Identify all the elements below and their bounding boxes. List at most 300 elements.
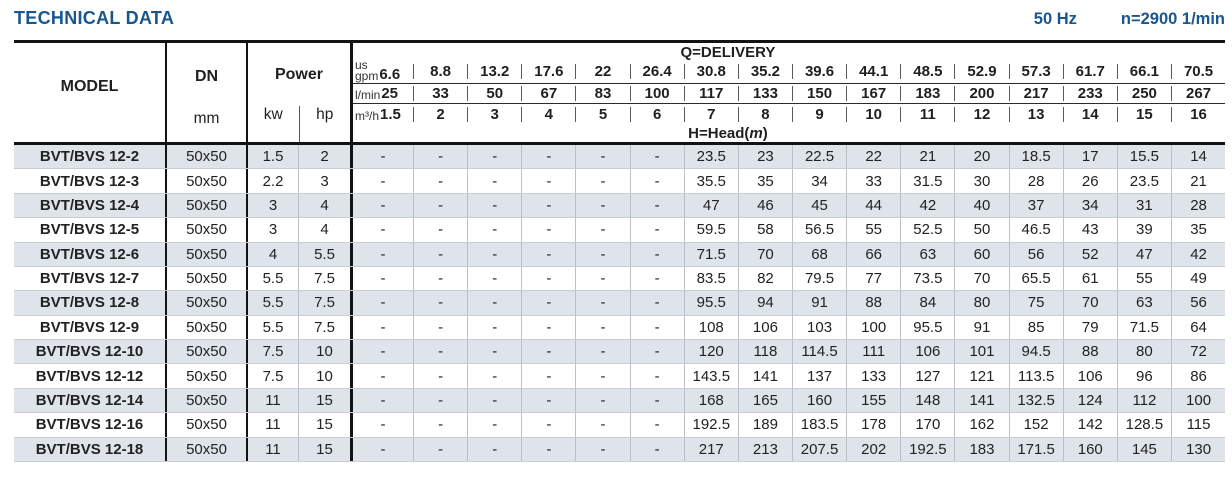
head-value-cell: 189 <box>738 413 792 436</box>
head-value-cell: - <box>413 169 467 192</box>
head-value-cell: 39 <box>1117 218 1171 241</box>
head-value-cell: 77 <box>846 267 900 290</box>
header-specs <box>1034 10 1225 29</box>
delivery-unit-value-cell: 14 <box>1063 107 1117 122</box>
power-hp-cell: 5.5 <box>298 243 353 266</box>
head-value-cell: 71.5 <box>684 243 738 266</box>
head-value-cell: 59.5 <box>684 218 738 241</box>
delivery-unit-value-cell: 183 <box>900 86 954 101</box>
head-value-cell: - <box>630 438 684 461</box>
head-value-cell: 56 <box>1171 291 1225 314</box>
frequency-label: 50 Hz <box>1033 10 1077 28</box>
delivery-unit-value-cell: 233 <box>1063 86 1117 101</box>
head-value-cell: 23.5 <box>1117 169 1171 192</box>
head-value-cell: - <box>575 438 629 461</box>
delivery-unit-value-cell: 12 <box>954 107 1008 122</box>
head-value-cell: - <box>380 391 386 409</box>
delivery-unit-row-gpm <box>353 59 1225 84</box>
head-value-cell: 22 <box>846 145 900 168</box>
technical-data-table <box>14 40 1225 462</box>
delivery-unit-value-cell: 8.8 <box>413 64 467 79</box>
table-row <box>14 316 1225 340</box>
head-value-cell: - <box>380 270 386 288</box>
head-value-cell: 23 <box>738 145 792 168</box>
table-row <box>14 218 1225 242</box>
delivery-unit-value-cell: 16 <box>1171 107 1225 122</box>
power-hp-cell: 7.5 <box>298 291 353 314</box>
power-kw-cell: 4 <box>268 245 278 263</box>
head-value-cell: - <box>630 340 684 363</box>
delivery-unit-value-cell: 57.3 <box>1009 64 1063 79</box>
head-value-cell: 79 <box>1063 316 1117 339</box>
head-value-cell: - <box>521 316 575 339</box>
head-value-cell: 68 <box>792 243 846 266</box>
head-value-cell: 44 <box>846 194 900 217</box>
head-value-cell: 171.5 <box>1009 438 1063 461</box>
head-value-cell: 84 <box>900 291 954 314</box>
delivery-unit-value-cell: 39.6 <box>792 64 846 79</box>
head-label-prefix: H=Head( <box>688 125 750 142</box>
head-value-cell: - <box>413 267 467 290</box>
delivery-unit-value-cell: 15 <box>1117 107 1171 122</box>
head-value-cell: 88 <box>846 291 900 314</box>
head-value-cell: 152 <box>1009 413 1063 436</box>
head-value-cell: 45 <box>792 194 846 217</box>
head-value-cell: - <box>467 316 521 339</box>
delivery-unit-value-cell: 33 <box>413 86 467 101</box>
dn-unit-label: mm <box>193 110 220 127</box>
head-value-cell: 168 <box>684 389 738 412</box>
head-value-cell: 34 <box>792 169 846 192</box>
dn-cell: 50x50 <box>167 145 248 168</box>
head-value-cell: 85 <box>1009 316 1063 339</box>
head-value-cell: 114.5 <box>792 340 846 363</box>
head-value-cell: - <box>521 364 575 387</box>
dn-cell: 50x50 <box>167 438 248 461</box>
table-header <box>14 40 1225 145</box>
head-value-cell: 70 <box>738 243 792 266</box>
head-value-cell: - <box>467 169 521 192</box>
head-value-cell: 83.5 <box>684 267 738 290</box>
head-value-cell: 91 <box>954 316 1008 339</box>
head-value-cell: - <box>575 413 629 436</box>
power-kw-cell: 11 <box>265 440 281 458</box>
head-value-cell: 213 <box>738 438 792 461</box>
head-value-cell: - <box>467 243 521 266</box>
head-value-cell: 160 <box>792 389 846 412</box>
delivery-unit-value-cell: 250 <box>1117 86 1171 101</box>
head-value-cell: 96 <box>1117 364 1171 387</box>
head-value-cell: 94 <box>738 291 792 314</box>
head-value-cell: - <box>575 267 629 290</box>
head-value-cell: 142 <box>1063 413 1117 436</box>
head-value-cell: 183.5 <box>792 413 846 436</box>
delivery-unit-value-cell: 66.1 <box>1117 64 1171 79</box>
head-value-cell: 30 <box>954 169 1008 192</box>
delivery-unit-label: m³/h <box>355 109 379 123</box>
head-value-cell: 43 <box>1063 218 1117 241</box>
dn-cell: 50x50 <box>167 169 248 192</box>
head-value-cell: - <box>521 169 575 192</box>
power-kw-cell: 5.5 <box>262 318 284 336</box>
dn-cell: 50x50 <box>167 243 248 266</box>
head-value-cell: - <box>630 316 684 339</box>
delivery-unit-value-cell: 8 <box>738 107 792 122</box>
head-value-cell: 121 <box>954 364 1008 387</box>
head-value-cell: 106 <box>900 340 954 363</box>
power-header-label: Power <box>274 65 323 83</box>
head-value-cell: 137 <box>792 364 846 387</box>
head-value-cell: 21 <box>900 145 954 168</box>
head-value-cell: - <box>575 389 629 412</box>
head-value-cell: - <box>467 194 521 217</box>
delivery-unit-value-cell: 133 <box>738 86 792 101</box>
head-value-cell: 58 <box>738 218 792 241</box>
head-value-cell: 100 <box>1171 389 1225 412</box>
head-value-cell: 56 <box>1009 243 1063 266</box>
head-value-cell: - <box>413 389 467 412</box>
head-value-cell: - <box>380 440 386 458</box>
head-value-cell: - <box>521 194 575 217</box>
head-value-cell: 162 <box>954 413 1008 436</box>
head-value-cell: - <box>380 343 386 361</box>
head-value-cell: - <box>630 364 684 387</box>
head-value-cell: 124 <box>1063 389 1117 412</box>
dn-column-header <box>167 43 248 142</box>
delivery-unit-value-cell: 48.5 <box>900 64 954 79</box>
table-row <box>14 413 1225 437</box>
head-value-cell: 49 <box>1171 267 1225 290</box>
dn-header-label: DN <box>194 67 219 85</box>
delivery-unit-value-cell: 150 <box>792 86 846 101</box>
model-cell: BVT/BVS 12-2 <box>14 145 167 168</box>
head-value-cell: - <box>521 291 575 314</box>
head-value-cell: - <box>467 438 521 461</box>
delivery-unit-value-cell: 83 <box>575 86 629 101</box>
head-value-cell: - <box>467 413 521 436</box>
head-value-cell: - <box>521 218 575 241</box>
head-value-cell: 165 <box>738 389 792 412</box>
head-value-cell: 130 <box>1171 438 1225 461</box>
dn-cell: 50x50 <box>167 389 248 412</box>
head-value-cell: - <box>467 389 521 412</box>
head-value-cell: - <box>630 169 684 192</box>
head-value-cell: - <box>380 294 386 312</box>
head-value-cell: - <box>630 218 684 241</box>
power-hp-cell: 15 <box>298 413 353 436</box>
dn-cell: 50x50 <box>167 291 248 314</box>
power-unit-row <box>248 106 350 142</box>
power-kw-cell: 7.5 <box>262 367 284 385</box>
head-value-cell: 60 <box>954 243 1008 266</box>
delivery-unit-value-cell: 50 <box>467 86 521 101</box>
head-value-cell: - <box>575 316 629 339</box>
head-value-cell: 128.5 <box>1117 413 1171 436</box>
head-value-cell: 75 <box>1009 291 1063 314</box>
power-hp-cell: 15 <box>298 438 353 461</box>
head-value-cell: 91 <box>792 291 846 314</box>
head-value-cell: 37 <box>1009 194 1063 217</box>
head-value-cell: - <box>413 291 467 314</box>
head-value-cell: - <box>413 243 467 266</box>
table-row <box>14 340 1225 364</box>
head-value-cell: - <box>630 291 684 314</box>
delivery-unit-label: l/min <box>355 88 381 102</box>
head-value-cell: 132.5 <box>1009 389 1063 412</box>
head-value-cell: 192.5 <box>684 413 738 436</box>
head-value-cell: - <box>575 145 629 168</box>
power-hp-cell: 10 <box>298 340 353 363</box>
head-value-cell: - <box>630 413 684 436</box>
head-value-cell: - <box>380 221 386 239</box>
power-hp-cell: 15 <box>298 389 353 412</box>
head-value-cell: 192.5 <box>900 438 954 461</box>
delivery-unit-value-cell: 13.2 <box>467 64 521 79</box>
model-cell: BVT/BVS 12-9 <box>14 316 167 339</box>
model-cell: BVT/BVS 12-3 <box>14 169 167 192</box>
head-value-cell: 73.5 <box>900 267 954 290</box>
table-row <box>14 291 1225 315</box>
head-value-cell: - <box>467 291 521 314</box>
head-value-cell: 100 <box>846 316 900 339</box>
model-column-header: MODEL <box>14 43 167 142</box>
head-value-cell: - <box>630 243 684 266</box>
power-hp-cell: 7.5 <box>298 316 353 339</box>
head-value-cell: - <box>630 194 684 217</box>
head-value-cell: 40 <box>954 194 1008 217</box>
delivery-unit-row-lmin <box>353 84 1225 104</box>
table-row <box>14 145 1225 169</box>
table-row <box>14 243 1225 267</box>
head-value-cell: - <box>521 340 575 363</box>
power-hp-cell: 3 <box>298 169 353 192</box>
head-value-cell: 103 <box>792 316 846 339</box>
head-value-cell: 108 <box>684 316 738 339</box>
head-value-cell: 64 <box>1171 316 1225 339</box>
head-value-cell: - <box>575 291 629 314</box>
delivery-unit-row-m3h <box>353 104 1225 125</box>
delivery-unit-label-cell <box>353 107 413 122</box>
table-row <box>14 194 1225 218</box>
head-value-cell: 94.5 <box>1009 340 1063 363</box>
head-value-cell: - <box>413 438 467 461</box>
head-value-cell: - <box>575 243 629 266</box>
power-hp-cell: 10 <box>298 364 353 387</box>
head-value-cell: 95.5 <box>684 291 738 314</box>
head-value-cell: - <box>467 267 521 290</box>
head-value-cell: 52 <box>1063 243 1117 266</box>
head-value-cell: 55 <box>846 218 900 241</box>
delivery-unit-label-cell <box>353 60 413 82</box>
model-cell: BVT/BVS 12-18 <box>14 438 167 461</box>
head-value-cell: 202 <box>846 438 900 461</box>
head-value-cell: 115 <box>1171 413 1225 436</box>
head-value-cell: 111 <box>846 340 900 363</box>
head-value-cell: - <box>413 340 467 363</box>
delivery-unit-value-cell: 4 <box>521 107 575 122</box>
dn-cell: 50x50 <box>167 267 248 290</box>
model-cell: BVT/BVS 12-10 <box>14 340 167 363</box>
delivery-unit-value-cell: 10 <box>846 107 900 122</box>
model-cell: BVT/BVS 12-14 <box>14 389 167 412</box>
delivery-unit-value-cell: 17.6 <box>521 64 575 79</box>
head-value-cell: 112 <box>1117 389 1171 412</box>
delivery-unit-value-cell: 26.4 <box>630 64 684 79</box>
delivery-unit-label-cell <box>353 86 413 101</box>
head-value-cell: 34 <box>1063 194 1117 217</box>
head-value-cell: - <box>380 367 386 385</box>
head-value-cell: - <box>380 245 386 263</box>
head-value-cell: 35 <box>1171 218 1225 241</box>
head-value-cell: 141 <box>738 364 792 387</box>
head-value-cell: 63 <box>1117 291 1171 314</box>
head-value-cell: 113.5 <box>1009 364 1063 387</box>
head-value-cell: 88 <box>1063 340 1117 363</box>
page-title: TECHNICAL DATA <box>14 8 175 28</box>
head-value-cell: 155 <box>846 389 900 412</box>
delivery-unit-label <box>355 60 378 82</box>
dn-cell: 50x50 <box>167 316 248 339</box>
head-value-cell: - <box>521 389 575 412</box>
model-cell: BVT/BVS 12-16 <box>14 413 167 436</box>
head-value-cell: 61 <box>1063 267 1117 290</box>
head-value-cell: 14 <box>1171 145 1225 168</box>
head-value-cell: 50 <box>954 218 1008 241</box>
table-row <box>14 364 1225 388</box>
power-kw-cell: 1.5 <box>262 148 284 166</box>
delivery-unit-value-cell: 61.7 <box>1063 64 1117 79</box>
delivery-header <box>353 43 1225 142</box>
delivery-unit-first-value: 1.5 <box>380 106 401 123</box>
delivery-label: Q=DELIVERY <box>680 44 776 61</box>
head-value-cell: - <box>413 145 467 168</box>
head-value-cell: 95.5 <box>900 316 954 339</box>
head-value-cell: - <box>521 267 575 290</box>
head-value-cell: 65.5 <box>1009 267 1063 290</box>
head-value-cell: 106 <box>1063 364 1117 387</box>
head-value-cell: - <box>413 364 467 387</box>
head-value-cell: - <box>467 340 521 363</box>
head-value-cell: 42 <box>1171 243 1225 266</box>
model-cell: BVT/BVS 12-6 <box>14 243 167 266</box>
delivery-unit-value-cell: 100 <box>630 86 684 101</box>
delivery-unit-label-top: us <box>355 58 368 72</box>
head-value-cell: - <box>575 194 629 217</box>
head-value-cell: 42 <box>900 194 954 217</box>
head-value-cell: - <box>575 364 629 387</box>
head-value-cell: 145 <box>1117 438 1171 461</box>
head-value-cell: 127 <box>900 364 954 387</box>
head-value-cell: 35.5 <box>684 169 738 192</box>
table-row <box>14 389 1225 413</box>
power-unit-kw-label: kw <box>263 106 283 123</box>
head-value-cell: 52.5 <box>900 218 954 241</box>
head-value-cell: 28 <box>1171 194 1225 217</box>
page-header <box>14 8 1225 36</box>
power-kw-cell: 7.5 <box>262 343 284 361</box>
head-value-cell: - <box>521 243 575 266</box>
head-value-cell: - <box>630 389 684 412</box>
head-label-suffix: ) <box>762 125 768 142</box>
delivery-unit-value-cell: 7 <box>684 107 738 122</box>
head-value-cell: - <box>380 318 386 336</box>
head-value-cell: 79.5 <box>792 267 846 290</box>
delivery-unit-value-cell: 44.1 <box>846 64 900 79</box>
delivery-unit-value-cell: 3 <box>467 107 521 122</box>
power-kw-cell: 2.2 <box>262 172 284 190</box>
head-value-cell: 133 <box>846 364 900 387</box>
delivery-unit-value-cell: 5 <box>575 107 629 122</box>
delivery-unit-value-cell: 167 <box>846 86 900 101</box>
head-value-cell: - <box>521 438 575 461</box>
model-cell: BVT/BVS 12-12 <box>14 364 167 387</box>
head-value-cell: - <box>630 267 684 290</box>
delivery-unit-value-cell: 11 <box>900 107 954 122</box>
delivery-unit-value-cell: 2 <box>413 107 467 122</box>
head-value-cell: 55 <box>1117 267 1171 290</box>
head-value-cell: 21 <box>1171 169 1225 192</box>
power-kw-cell: 5.5 <box>262 270 284 288</box>
delivery-unit-label-main: gpm <box>355 69 379 83</box>
power-hp-cell: 7.5 <box>298 267 353 290</box>
head-value-cell: 120 <box>684 340 738 363</box>
delivery-unit-first-value: 6.6 <box>379 66 401 83</box>
head-value-cell: 31 <box>1117 194 1171 217</box>
head-value-cell: - <box>521 413 575 436</box>
head-value-cell: 20 <box>954 145 1008 168</box>
head-value-cell: 28 <box>1009 169 1063 192</box>
head-value-cell: 17 <box>1063 145 1117 168</box>
head-value-cell: - <box>380 172 386 190</box>
head-value-cell: 101 <box>954 340 1008 363</box>
head-value-cell: 71.5 <box>1117 316 1171 339</box>
model-cell: BVT/BVS 12-8 <box>14 291 167 314</box>
power-hp-cell: 4 <box>298 218 353 241</box>
head-value-cell: 183 <box>954 438 1008 461</box>
table-row <box>14 267 1225 291</box>
power-kw-cell: 3 <box>268 221 278 239</box>
delivery-unit-value-cell: 52.9 <box>954 64 1008 79</box>
delivery-unit-value-cell: 6 <box>630 107 684 122</box>
head-value-cell: - <box>630 145 684 168</box>
head-value-cell: 56.5 <box>792 218 846 241</box>
head-value-cell: 35 <box>738 169 792 192</box>
head-value-cell: 66 <box>846 243 900 266</box>
head-value-cell: - <box>521 145 575 168</box>
table-body <box>14 145 1225 462</box>
head-value-cell: 143.5 <box>684 364 738 387</box>
delivery-unit-value-cell: 267 <box>1171 86 1225 101</box>
head-value-cell: - <box>413 316 467 339</box>
power-kw-cell: 11 <box>265 416 281 434</box>
power-unit-hp-label: hp <box>299 106 351 142</box>
head-value-cell: 15.5 <box>1117 145 1171 168</box>
power-kw-cell: 3 <box>268 196 278 214</box>
dn-cell: 50x50 <box>167 194 248 217</box>
delivery-unit-value-cell: 70.5 <box>1171 64 1225 79</box>
head-value-cell: 63 <box>900 243 954 266</box>
delivery-unit-value-cell: 22 <box>575 64 629 79</box>
head-value-cell: 160 <box>1063 438 1117 461</box>
power-hp-cell: 2 <box>298 145 353 168</box>
delivery-unit-value-cell: 30.8 <box>684 64 738 79</box>
delivery-unit-first-value: 25 <box>381 85 399 102</box>
head-value-cell: 47 <box>1117 243 1171 266</box>
head-value-cell: 47 <box>684 194 738 217</box>
head-label-unit: m <box>749 125 763 142</box>
head-value-cell: 178 <box>846 413 900 436</box>
head-value-cell: 70 <box>1063 291 1117 314</box>
